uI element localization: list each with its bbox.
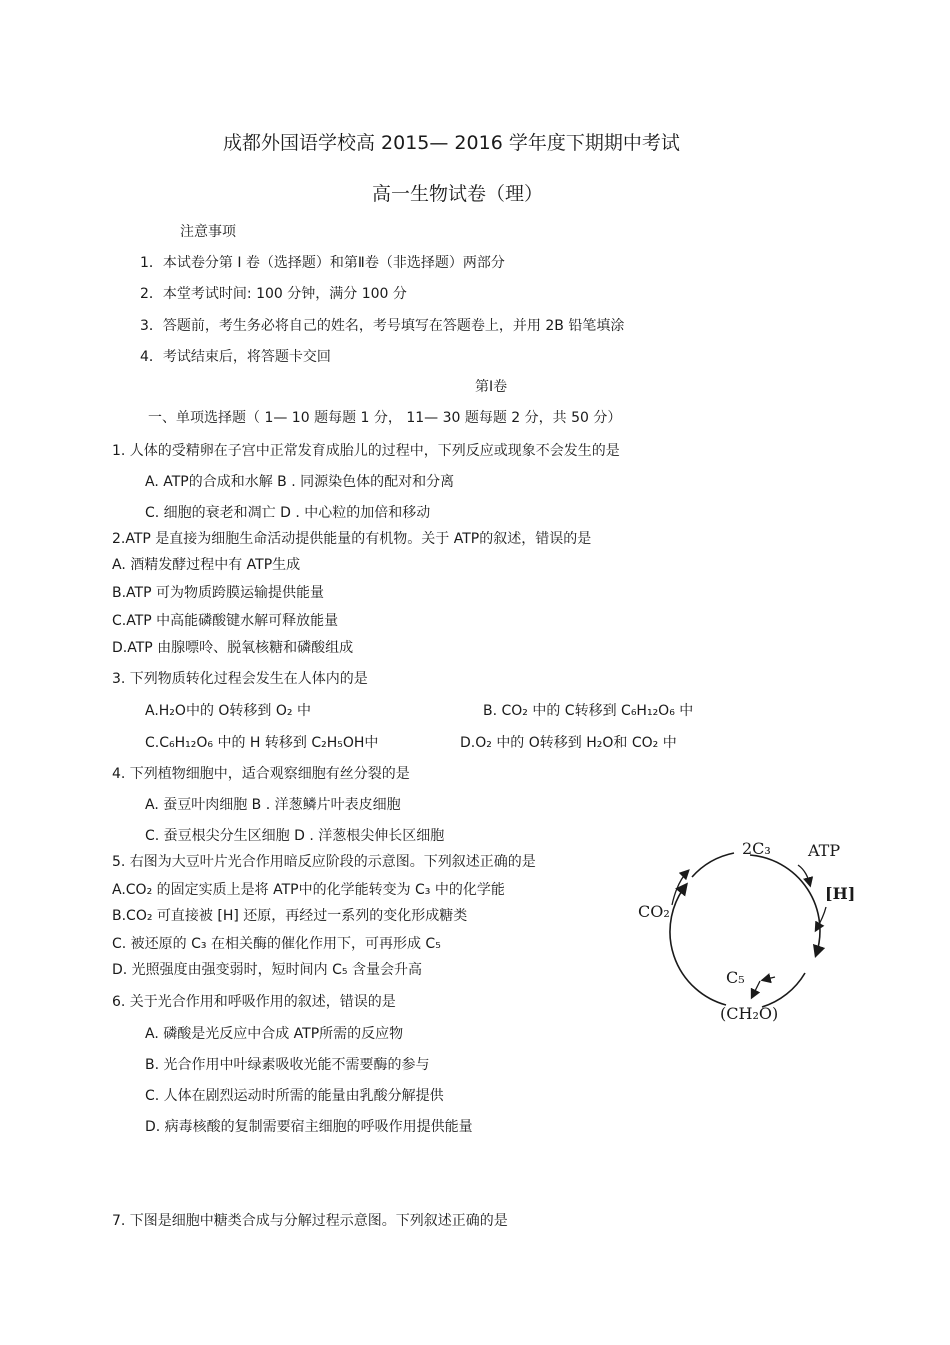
section-heading: 一、单项选择题（ 1— 10 题每题 1 分， 11— 30 题每题 2 分，共 50 分） bbox=[148, 410, 622, 426]
c5-arrow bbox=[763, 977, 775, 980]
note-item: 2．本堂考试时间: 100 分钟，满分 100 分 bbox=[140, 286, 407, 302]
question-4-options-ab: A. 蚕豆叶肉细胞 B . 洋葱鳞片叶表皮细胞 bbox=[145, 797, 401, 813]
question-2-option: D.ATP 由腺嘌呤、脱氧核糖和磷酸组成 bbox=[112, 640, 354, 656]
question-2-option: B.ATP 可为物质跨膜运输提供能量 bbox=[112, 585, 324, 601]
question-2-option: C.ATP 中高能磷酸键水解可释放能量 bbox=[112, 613, 339, 629]
question-3-option-a: A.H₂O中的 O转移到 O₂ 中 bbox=[145, 703, 311, 719]
cycle-arc-left bbox=[670, 885, 726, 1005]
co2-arrow bbox=[672, 871, 688, 905]
ch2o-arrow bbox=[752, 981, 760, 997]
question-6-option: B. 光合作用中叶绿素吸收光能不需要酶的参与 bbox=[145, 1057, 430, 1073]
question-1-options-ab: A. ATP的合成和水解 B . 同源染色体的配对和分离 bbox=[145, 474, 455, 490]
question-6-option: D. 病毒核酸的复制需要宿主细胞的呼吸作用提供能量 bbox=[145, 1119, 473, 1135]
question-6-option: C. 人体在剧烈运动时所需的能量由乳酸分解提供 bbox=[145, 1088, 444, 1104]
ch2o-label: (CH₂O) bbox=[720, 1004, 779, 1023]
question-4-options-cd: C. 蚕豆根尖分生区细胞 D . 洋葱根尖伸长区细胞 bbox=[145, 828, 445, 844]
calvin-cycle-diagram bbox=[630, 835, 860, 1035]
notes-heading: 注意事项 bbox=[180, 224, 236, 240]
question-6-option: A. 磷酸是光反应中合成 ATP所需的反应物 bbox=[145, 1026, 404, 1042]
part-label: 第Ⅰ卷 bbox=[475, 379, 508, 395]
question-5-option: C. 被还原的 C₃ 在相关酶的催化作用下，可再形成 C₅ bbox=[112, 936, 441, 952]
question-3-option-b: B. CO₂ 中的 C转移到 C₆H₁₂O₆ 中 bbox=[483, 703, 694, 719]
exam-subtitle: 高一生物试卷（理） bbox=[372, 183, 544, 205]
question-1-stem: 1. 人体的受精卵在子宫中正常发育成胎儿的过程中，下列反应或现象不会发生的是 bbox=[112, 443, 620, 459]
atp-arrow bbox=[798, 865, 810, 885]
cycle-arc-right bbox=[750, 855, 820, 955]
note-item: 3．答题前，考生务必将自己的姓名，考号填写在答题卷上，并用 2B 铅笔填涂 bbox=[140, 318, 625, 334]
question-7-stem: 7. 下图是细胞中糖类合成与分解过程示意图。下列叙述正确的是 bbox=[112, 1213, 508, 1229]
h-label: [H] bbox=[825, 884, 856, 903]
question-5-stem: 5. 右图为大豆叶片光合作用暗反应阶段的示意图。下列叙述正确的是 bbox=[112, 854, 536, 870]
c5-label: C₅ bbox=[726, 968, 745, 987]
note-item: 1．本试卷分第 Ⅰ 卷（选择题）和第Ⅱ卷（非选择题）两部分 bbox=[140, 255, 505, 271]
question-5-option: D. 光照强度由强变弱时，短时间内 C₅ 含量会升高 bbox=[112, 962, 422, 978]
exam-title: 成都外国语学校高 2015— 2016 学年度下期期中考试 bbox=[223, 132, 680, 154]
question-5-option: A.CO₂ 的固定实质上是将 ATP中的化学能转变为 C₃ 中的化学能 bbox=[112, 882, 505, 898]
note-item: 4．考试结束后，将答题卡交回 bbox=[140, 349, 331, 365]
question-2-option: A. 酒精发酵过程中有 ATP生成 bbox=[112, 557, 301, 573]
question-3-option-c: C.C₆H₁₂O₆ 中的 H 转移到 C₂H₅OH中 bbox=[145, 735, 379, 751]
c3-label: 2C₃ bbox=[742, 839, 771, 858]
question-6-stem: 6. 关于光合作用和呼吸作用的叙述，错误的是 bbox=[112, 994, 396, 1010]
cycle-arc-top bbox=[692, 853, 734, 877]
co2-label: CO₂ bbox=[638, 902, 670, 921]
question-3-stem: 3. 下列物质转化过程会发生在人体内的是 bbox=[112, 671, 368, 687]
question-1-options-cd: C. 细胞的衰老和凋亡 D . 中心粒的加倍和移动 bbox=[145, 505, 431, 521]
question-4-stem: 4. 下列植物细胞中，适合观察细胞有丝分裂的是 bbox=[112, 766, 410, 782]
atp-label: ATP bbox=[808, 841, 841, 860]
question-5-option: B.CO₂ 可直接被 [H] 还原，再经过一系列的变化形成糖类 bbox=[112, 908, 468, 924]
question-3-option-d: D.O₂ 中的 O转移到 H₂O和 CO₂ 中 bbox=[460, 735, 677, 751]
question-2-stem: 2.ATP 是直接为细胞生命活动提供能量的有机物。关于 ATP的叙述，错误的是 bbox=[112, 531, 592, 547]
